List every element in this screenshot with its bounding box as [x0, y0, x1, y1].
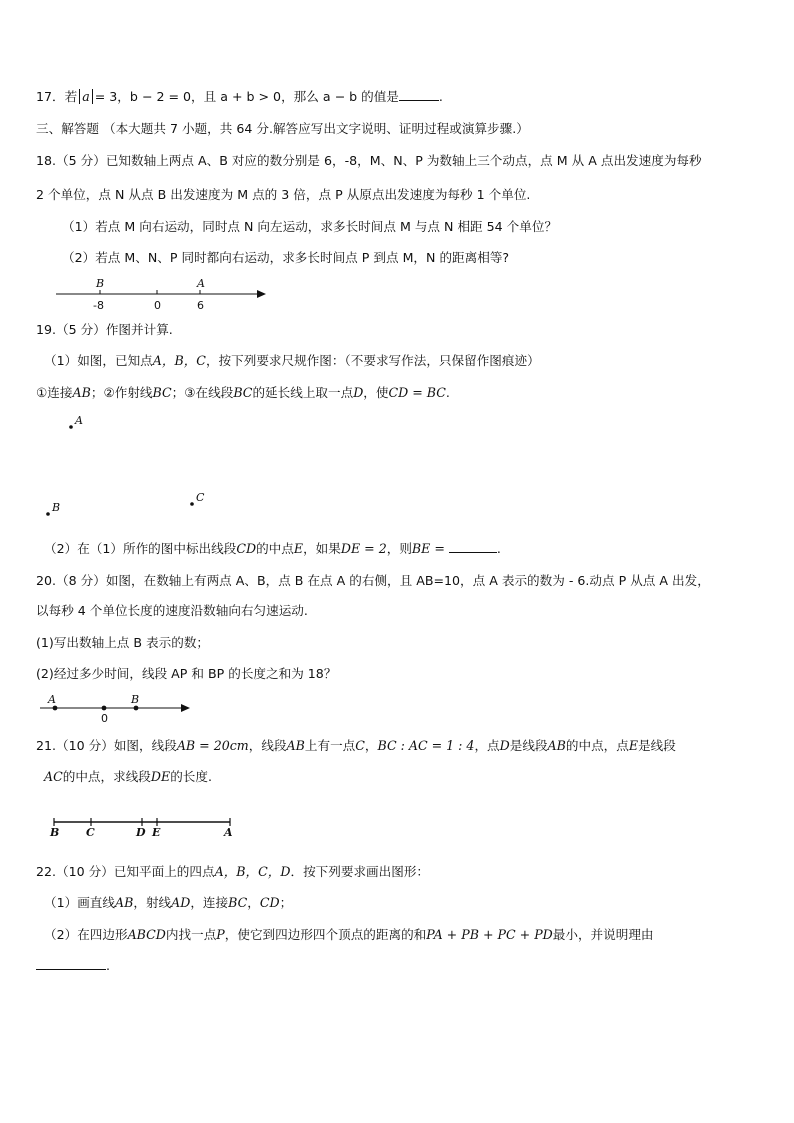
point-label-b: B [50, 826, 60, 839]
question-17: 17．若 a = 3，b − 2 = 0，且 a + b > 0，那么 a − b 的值是 . [36, 89, 443, 104]
question-19-head: 19.（5 分）作图并计算. [36, 322, 173, 337]
tick-label: 0 [154, 299, 161, 312]
point-c [190, 502, 194, 506]
question-18-part1: （1）若点 M 向右运动，同时点 N 向左运动，求多长时间点 M 与点 N 相距 54 个单位？ [62, 219, 558, 234]
point-label-c: C [196, 491, 205, 504]
q17-text: 17．若 [36, 89, 78, 104]
question-22-part1: （1）画直线AB，射线AD，连接BC，CD； [44, 895, 293, 910]
point-label-b: B [52, 501, 61, 514]
question-20-line2: 以每秒 4 个单位长度的速度沿数轴向右匀速运动. [36, 603, 308, 618]
answer-blank [449, 540, 497, 553]
q18-number-line [52, 272, 272, 314]
point-a [53, 706, 58, 711]
point-label-b: B [96, 277, 105, 290]
tick-label: 0 [101, 712, 108, 725]
section-heading: 三、解答题 （本大题共 7 小题，共 64 分.解答应写出文字说明、证明过程或演算步骤.） [36, 121, 529, 136]
point-label-a: A [224, 826, 233, 839]
point-label-c: C [86, 826, 95, 839]
point-b [46, 512, 50, 516]
question-21-line2: AC的中点，求线段DE的长度. [44, 769, 212, 784]
question-22-part2: （2）在四边形ABCD内找一点P，使它到四边形四个顶点的距离的和PA + PB + PC + PD最小，并说明理由 [44, 927, 654, 942]
question-19-part2: （2）在（1）所作的图中标出线段CD的中点E，如果DE = 2，则BE = . [44, 541, 501, 556]
question-18-line1: 18.（5 分）已知数轴上两点 A、B 对应的数分别是 6，-8，M、N、P 为数轴上三个动点，点 M 从 A 点出发速度为每秒 [36, 153, 702, 168]
q21-segment-figure [44, 812, 244, 842]
q17-text-mid: = 3，b − 2 = 0，且 a + b > 0，那么 a − b 的值是 [94, 89, 399, 104]
question-20-part2: (2)经过多少时间，线段 AP 和 BP 的长度之和为 18？ [36, 666, 337, 681]
question-20-part1: (1)写出数轴上点 B 表示的数； [36, 635, 210, 650]
question-19-part1: （1）如图，已知点A，B，C，按下列要求尺规作图：（不要求写作法，只保留作图痕迹） [44, 353, 540, 368]
tick-label: 6 [197, 299, 204, 312]
point-a [69, 425, 73, 429]
question-20-line1: 20.（8 分）如图，在数轴上有两点 A、B，点 B 在点 A 的右侧，且 AB=10，点 A 表示的数为 - 6.动点 P 从点 A 出发， [36, 573, 710, 588]
question-22-answer-line: . [36, 957, 110, 975]
question-18-line2: 2 个单位，点 N 从点 B 出发速度为 M 点的 3 倍，点 P 从原点出发速度为每秒 1 个单位. [36, 187, 531, 202]
question-22-line1: 22.（10 分）已知平面上的四点A，B，C，D．按下列要求画出图形： [36, 864, 429, 879]
q20-number-line [38, 692, 198, 728]
point-label-a: A [197, 277, 205, 290]
point-label-a: A [48, 693, 56, 706]
point-label-b: B [131, 693, 140, 706]
point-zero [102, 706, 107, 711]
question-21-line1: 21.（10 分）如图，线段AB = 20cm，线段AB上有一点C，BC : AC = 1 : 4，点D是线段AB的中点，点E是线段 [36, 738, 676, 753]
answer-blank [399, 88, 439, 101]
point-label-d: D [136, 826, 146, 839]
point-label-e: E [152, 826, 161, 839]
tick-label: -8 [93, 299, 104, 312]
abs-a: a [79, 89, 93, 104]
question-19-steps: ①连接AB；②作射线BC；③在线段BC的延长线上取一点D，使CD = BC. [36, 385, 450, 400]
answer-blank [36, 957, 106, 970]
point-b [134, 706, 139, 711]
point-label-a: A [75, 414, 83, 427]
q19-points-figure [40, 410, 220, 525]
question-18-part2: （2）若点 M、N、P 同时都向右运动，求多长时间点 P 到点 M，N 的距离相等? [62, 250, 510, 265]
